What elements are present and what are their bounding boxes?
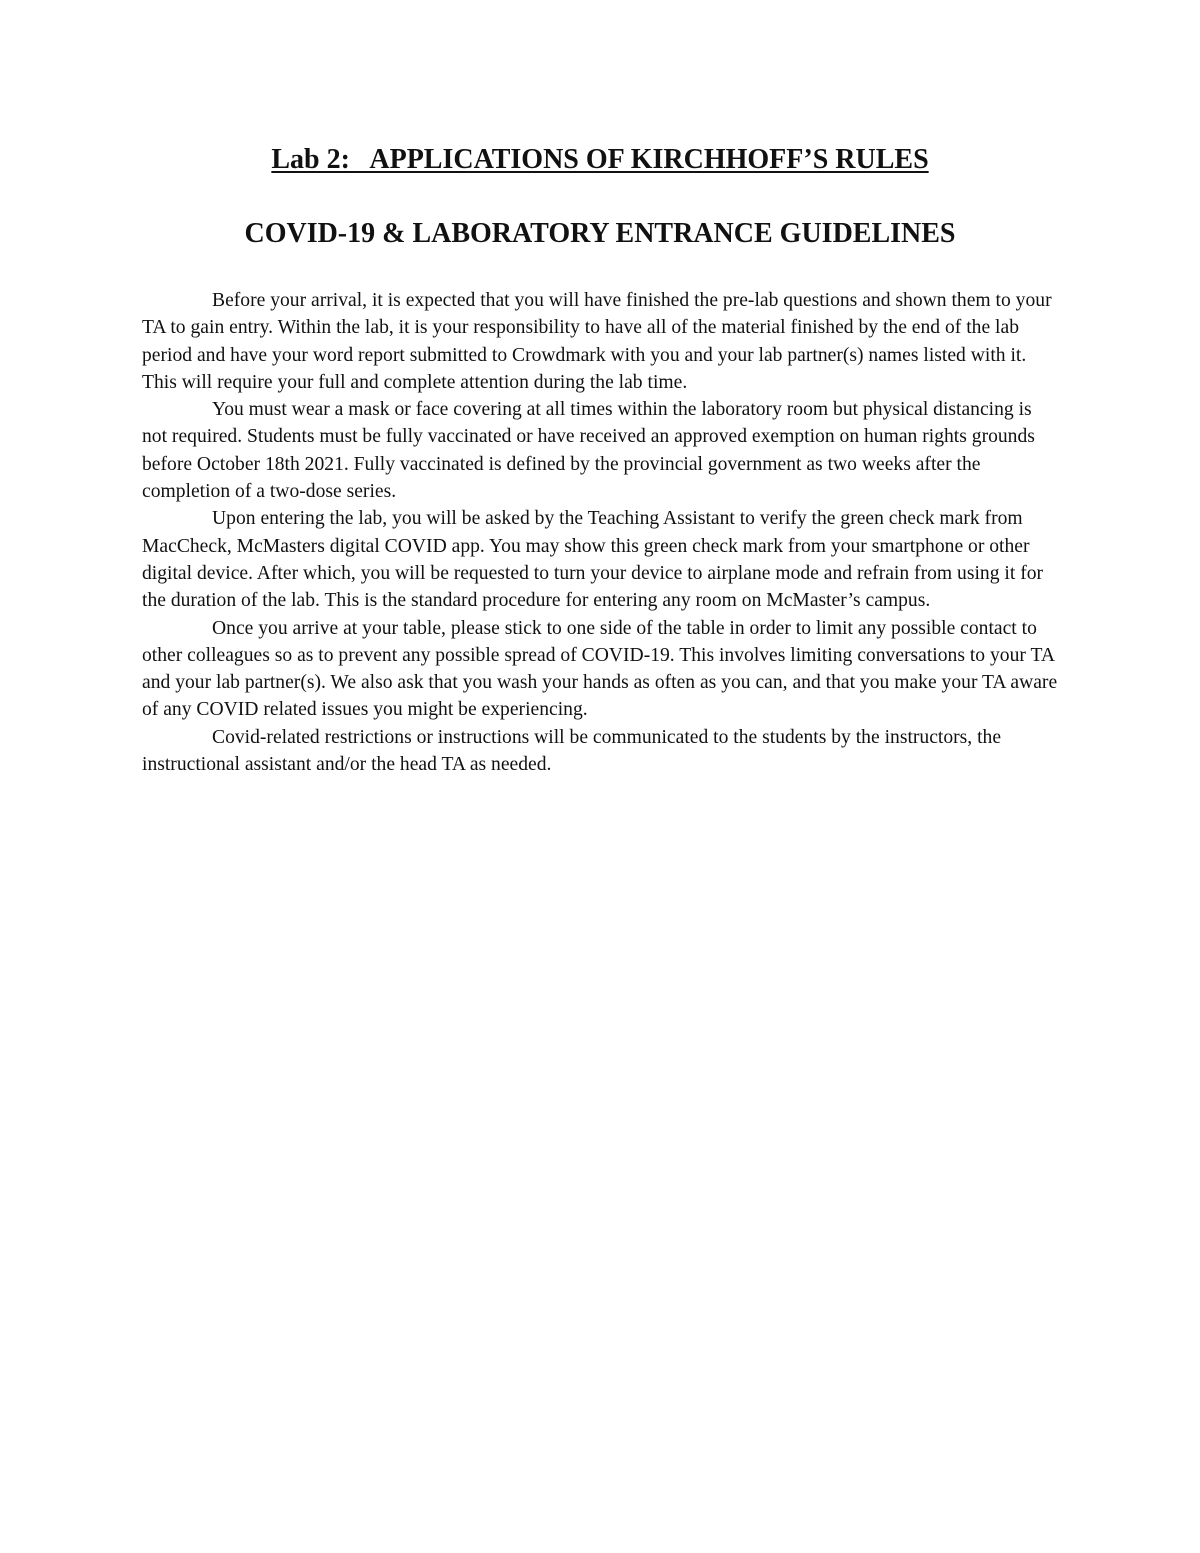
page-title: Lab 2: APPLICATIONS OF KIRCHHOFF’S RULES [271,144,929,175]
paragraph-communication: Covid-related restrictions or instructions will be communicated to the students by the instructors, the instructional assistant and/or the head TA as needed. [142,726,1002,776]
guidelines-body [142,287,1060,778]
paragraph-entry-check: Upon entering the lab, you will be asked by the Teaching Assistant to verify the green check mark from MacCheck, McMasters digital COVID app. You may show this green check mark from your smartphone or other digital device. After which, you will be requested to turn your device to airplane mode and refrain from using it for the duration of the lab. This is the standard procedure for entering any room on McMaster’s campus. [142,508,1044,612]
paragraph-arrival: Before your arrival, it is expected that you will have finished the pre-lab questions and shown them to your TA to gain entry. Within the lab, it is your responsibility to have all of the material finished by the end of the lab period and have your word report submitted to Crowdmark with you and your lab partner(s) names listed with it. This will require your full and complete attention during the lab time. [142,290,1052,393]
paragraph-mask-vaccination: You must wear a mask or face covering at all times within the laboratory room but physical distancing is not required. Students must be fully vaccinated or have received an approved exemption on human rights grounds before October 18th 2021. Fully vaccinated is defined by the provincial government as two weeks after the completion of a two-dose series. [142,399,1035,503]
section-heading: COVID-19 & LABORATORY ENTRANCE GUIDELINES [244,218,956,249]
paragraph-table-conduct: Once you arrive at your table, please stick to one side of the table in order to limit any possible contact to other colleagues so as to prevent any possible spread of COVID-19. This involves limiting conversations to your TA and your lab partner(s). We also ask that you wash your hands as often as you can, and that you make your TA aware of any COVID related issues you might be experiencing. [142,617,1058,721]
